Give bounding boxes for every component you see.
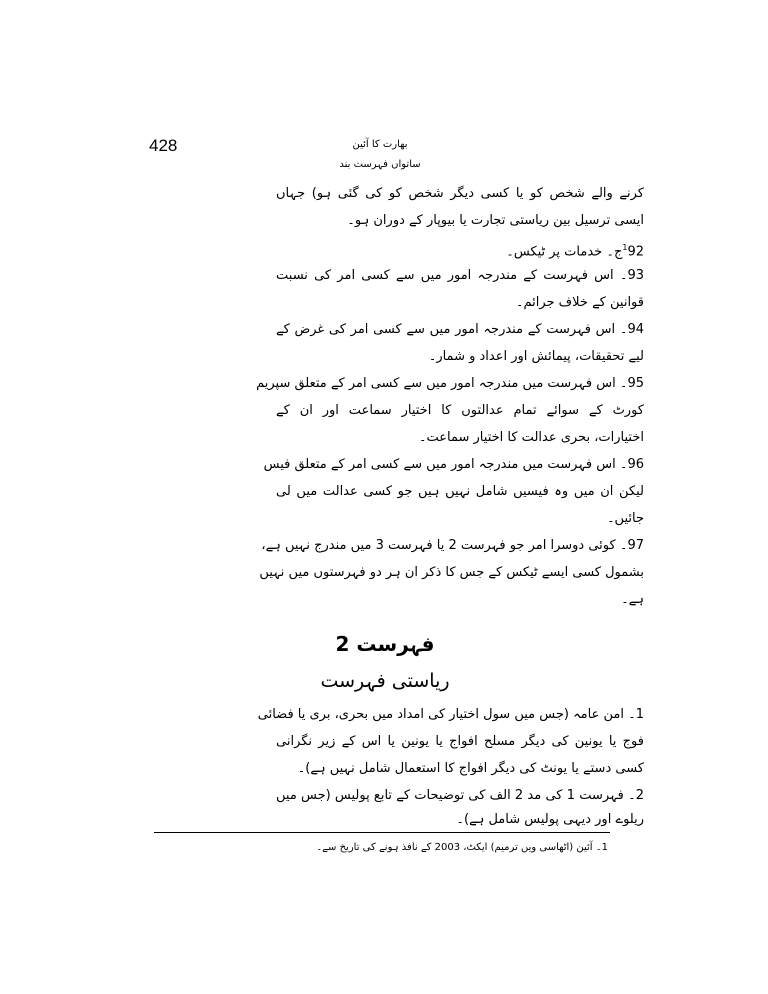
- state-item-1-line-3: کسی دستے یا یونٹ کی دیگر افواج کا استعمال شامل نہیں ہے)۔: [297, 761, 644, 776]
- entry-97-line-3: ہے۔: [621, 592, 644, 607]
- footnote-ref[interactable]: 1: [622, 243, 628, 252]
- entry-96-line-2: لیکن ان میں وہ فیسیں شامل نہیں ہیں جو کسی عدالت میں لی: [276, 484, 644, 499]
- running-header-title: بھارت کا آئین: [352, 139, 408, 150]
- page-number: 428: [149, 136, 178, 155]
- entry-92: [276, 238, 644, 262]
- footnote-text: 1۔ آئین (اٹھاسی ویں ترمیم) ایکٹ، 2003 کے نافذ ہونے کی تاریخ سے۔: [316, 842, 608, 853]
- entry-95-line-2: کورٹ کے سوائے تمام عدالتوں کا اختیار سماعت اور ان کے: [276, 403, 644, 418]
- state-item-1-line-2: فوج یا یونین کی دیگر مسلح افواج یا یونین یا اس کے زیر نگرانی: [276, 734, 644, 749]
- entry-95-line-3: اختیارات، بحری عدالت کا اختیار سماعت۔: [418, 430, 644, 445]
- entry-97-line-2: بشمول کسی ایسے ٹیکس کے جس کا ذکر ان ہر دو فہرستوں میں نہیں: [259, 565, 644, 580]
- continuation-line-2: ایسی ترسیل بین ریاستی تجارت یا بیوپار کے دوران ہو۔: [347, 213, 644, 228]
- entry-96-line-1: 96۔ اس فہرست میں مندرجہ امور میں سے کسی امر کے متعلق فیس: [263, 457, 644, 472]
- entry-92-text: 92ج۔ خدمات پر ٹیکس۔: [506, 244, 644, 260]
- state-item-2-line-1: 2۔ فہرست 1 کی مد 2 الف کی توضیحات کے تابع پولیس (جس میں: [276, 788, 644, 803]
- entry-97-line-1: 97۔ کوئی دوسرا امر جو فہرست 2 یا فہرست 3 میں مندرج نہیں ہے،: [261, 538, 644, 553]
- state-item-2-line-2: ریلوے اور دیہی پولیس شامل ہے)۔: [456, 812, 644, 827]
- footnote-rule: [154, 832, 610, 833]
- entry-96-line-3: جائیں۔: [606, 511, 644, 526]
- running-header-subtitle: ساتواں فہرست بند: [339, 159, 421, 170]
- entry-95-line-1: 95۔ اس فہرست میں مندرجہ امور میں سے کسی امر کے متعلق سپریم: [256, 376, 644, 391]
- entry-94-line-1: 94۔ اس فہرست کے مندرجہ امور میں سے کسی امر کی غرض کے: [276, 322, 644, 337]
- continuation-line-1: کرنے والے شخص کو یا کسی دیگر شخص کو کی گئی ہو) جہاں: [276, 186, 644, 201]
- entry-93-line-1: 93۔ اس فہرست کے مندرجہ امور میں سے کسی امر کی نسبت: [276, 268, 644, 283]
- state-item-1-line-1: 1۔ امن عامہ (جس میں سول اختیار کی امداد میں بحری، بری یا فضائی: [257, 707, 644, 722]
- entry-93-line-2: قوانین کے خلاف جرائم۔: [515, 295, 644, 310]
- schedule-2-title: فہرست 2: [335, 632, 435, 656]
- schedule-2-subtitle: ریاستی فہرست: [320, 670, 450, 692]
- entry-94-line-2: لیے تحقیقات، پیمائش اور اعداد و شمار۔: [428, 349, 644, 364]
